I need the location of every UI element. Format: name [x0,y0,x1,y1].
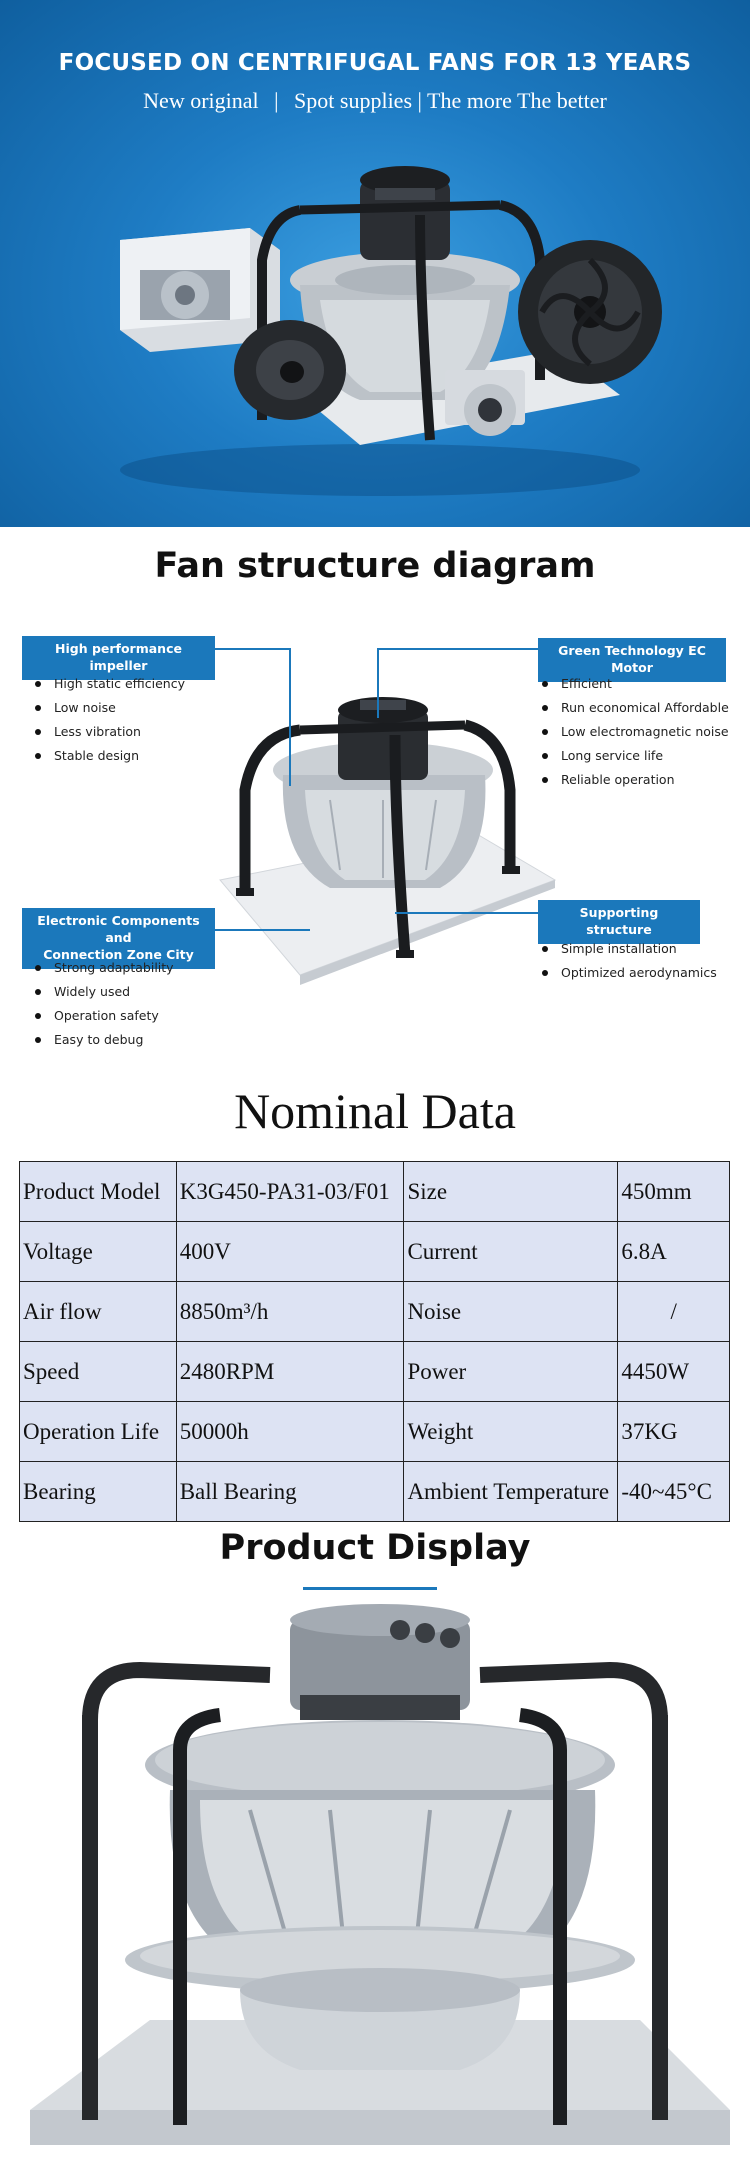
list-item: Efficient [541,672,729,696]
nominal-data-table [19,1161,730,1522]
list-item: Less vibration [34,720,185,744]
spec-label: Bearing [20,1462,177,1522]
hero-subtitle-part: The more The better [427,88,607,113]
impeller-feature-list [34,672,185,768]
list-item: Operation safety [34,1004,174,1028]
list-item: Strong adaptability [34,956,174,980]
product-display-title: Product Display [219,1528,531,1568]
spec-label: Speed [20,1342,177,1402]
spec-label: Voltage [20,1222,177,1282]
table-row [20,1162,730,1222]
connector-line [377,648,379,718]
electronic-feature-list [34,956,174,1052]
hero-subtitle-separator: | [417,88,422,113]
motor-tag: Green Technology EC Motor [538,638,726,682]
connector-line [213,648,291,650]
list-item: Widely used [34,980,174,1004]
connector-line [289,648,291,786]
list-item: Low noise [34,696,185,720]
spec-value: 50000h [176,1402,404,1462]
spec-value: 6.8A [618,1222,730,1282]
spec-label: Power [404,1342,618,1402]
list-item: Optimized aerodynamics [541,961,717,985]
hero-subtitle-separator: | [274,88,279,113]
spec-label: Air flow [20,1282,177,1342]
motor-feature-list [541,672,729,792]
list-item: Run economical Affordable [541,696,729,720]
product-display-image [0,1600,750,2164]
spec-label: Current [404,1222,618,1282]
table-row [20,1282,730,1342]
spec-label: Ambient Temperature [404,1462,618,1522]
impeller-tag: High performance impeller [22,636,215,680]
spec-value: 4450W [618,1342,730,1402]
spec-value: 450mm [618,1162,730,1222]
spec-value: K3G450-PA31-03/F01 [176,1162,404,1222]
spec-value: 400V [176,1222,404,1282]
spec-label: Size [404,1162,618,1222]
list-item: Easy to debug [34,1028,174,1052]
connector-line [377,648,539,650]
structure-title: Fan structure diagram [154,546,596,586]
table-row [20,1342,730,1402]
list-item: Low electromagnetic noise [541,720,729,744]
spec-label: Operation Life [20,1402,177,1462]
electronic-tag-line: Connection Zone City [43,946,194,962]
spec-label: Noise [404,1282,618,1342]
connector-line [395,912,538,914]
table-row [20,1402,730,1462]
list-item: Stable design [34,744,185,768]
support-tag: Supporting structure [538,900,700,944]
hero-title: FOCUSED ON CENTRIFUGAL FANS FOR 13 YEARS [58,50,692,76]
list-item: Simple installation [541,937,717,961]
spec-value: / [618,1282,730,1342]
list-item: High static efficiency [34,672,185,696]
spec-value: Ball Bearing [176,1462,404,1522]
table-row [20,1462,730,1522]
nominal-data-title: Nominal Data [234,1083,516,1139]
spec-value: 2480RPM [176,1342,404,1402]
spec-label: Weight [404,1402,618,1462]
hero-subtitle-part: New original [143,88,259,113]
spec-value: 8850m³/h [176,1282,404,1342]
support-feature-list [541,937,717,985]
spec-value: -40~45°C [618,1462,730,1522]
spec-value: 37KG [618,1402,730,1462]
hero-subtitle-part: Spot supplies [294,88,413,113]
spec-label: Product Model [20,1162,177,1222]
connector-line [215,929,310,931]
table-row [20,1222,730,1282]
title-underline [303,1587,437,1590]
list-item: Reliable operation [541,768,729,792]
list-item: Long service life [541,744,729,768]
electronic-tag-line: Electronic Components and [37,913,200,945]
